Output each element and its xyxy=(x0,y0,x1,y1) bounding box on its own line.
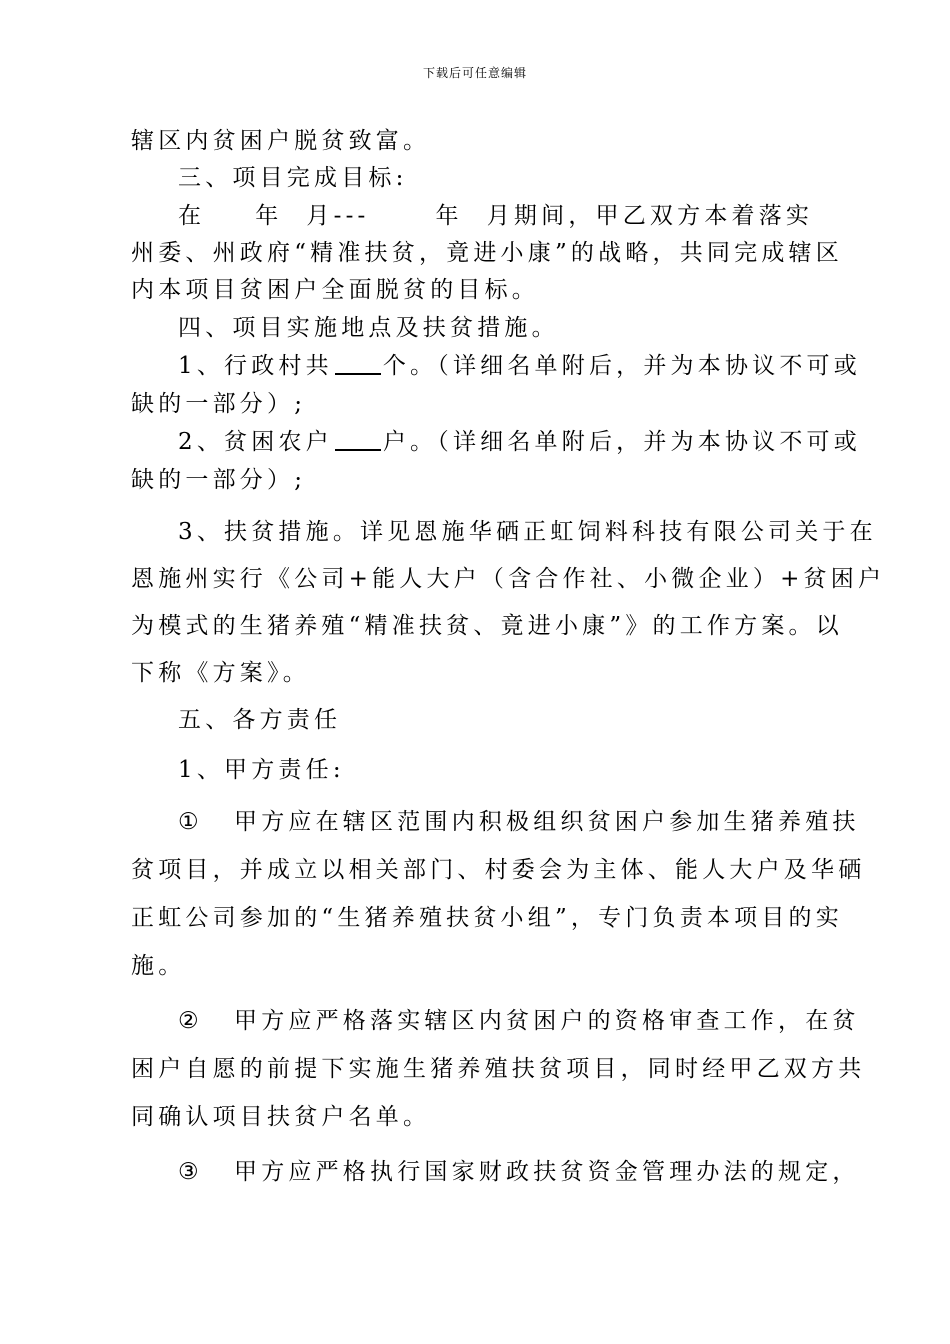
paragraph-line: 2、贫困农户 户。（详细名单附后，并为本协议不可或 xyxy=(178,429,861,455)
paragraph-line: ② 甲方应严格落实辖区内贫困户的资格审查工作，在贫 xyxy=(178,1008,860,1034)
fill-in-blank xyxy=(335,351,381,375)
paragraph-line: ① 甲方应在辖区范围内积极组织贫困户参加生猪养殖扶 xyxy=(178,809,860,835)
paragraph-line: 同确认项目扶贫户名单。 xyxy=(131,1104,431,1130)
paragraph-line: 辖区内贫困户脱贫致富。 xyxy=(131,128,431,154)
paragraph-line: 贫项目，并成立以相关部门、村委会为主体、能人大户及华硒 xyxy=(131,857,866,883)
paragraph-line: 困户自愿的前提下实施生猪养殖扶贫项目，同时经甲乙双方共 xyxy=(131,1056,866,1082)
paragraph-line: 在 年 月--- 年 月期间，甲乙双方本着落实 xyxy=(178,203,814,229)
paragraph-line: 缺的一部分）; xyxy=(131,391,307,417)
paragraph-line: 为模式的生猪养殖“精准扶贫、竟进小康”》的工作方案。以 xyxy=(131,613,843,639)
paragraph-line: 恩施州实行《公司+能人大户（含合作社、小微企业）+贫困户 xyxy=(131,566,886,592)
section-heading: 五、各方责任 xyxy=(178,707,342,733)
paragraph-line: 缺的一部分）; xyxy=(131,467,307,493)
paragraph-line: 1、行政村共 个。（详细名单附后，并为本协议不可或 xyxy=(178,353,861,379)
section-heading: 三、项目完成目标: xyxy=(178,165,408,191)
fill-in-blank xyxy=(335,427,381,451)
paragraph-line: 内本项目贫困户全面脱贫的目标。 xyxy=(131,277,539,303)
paragraph-line: 正虹公司参加的“生猪养殖扶贫小组”，专门负责本项目的实 xyxy=(131,905,843,931)
paragraph-line: 下称《方案》。 xyxy=(131,660,310,686)
paragraph-line: 3、扶贫措施。详见恩施华硒正虹饲料科技有限公司关于在 xyxy=(178,519,877,545)
section-heading: 四、项目实施地点及扶贫措施。 xyxy=(178,315,559,341)
paragraph-line: ③ 甲方应严格执行国家财政扶贫资金管理办法的规定， xyxy=(178,1159,860,1185)
section-heading: 1、甲方责任: xyxy=(178,757,345,783)
paragraph-line: 州委、州政府“精准扶贫，竟进小康”的战略，共同完成辖区 xyxy=(131,240,843,266)
page-header: 下载后可任意编辑 xyxy=(422,66,527,80)
paragraph-line: 施。 xyxy=(131,953,186,979)
